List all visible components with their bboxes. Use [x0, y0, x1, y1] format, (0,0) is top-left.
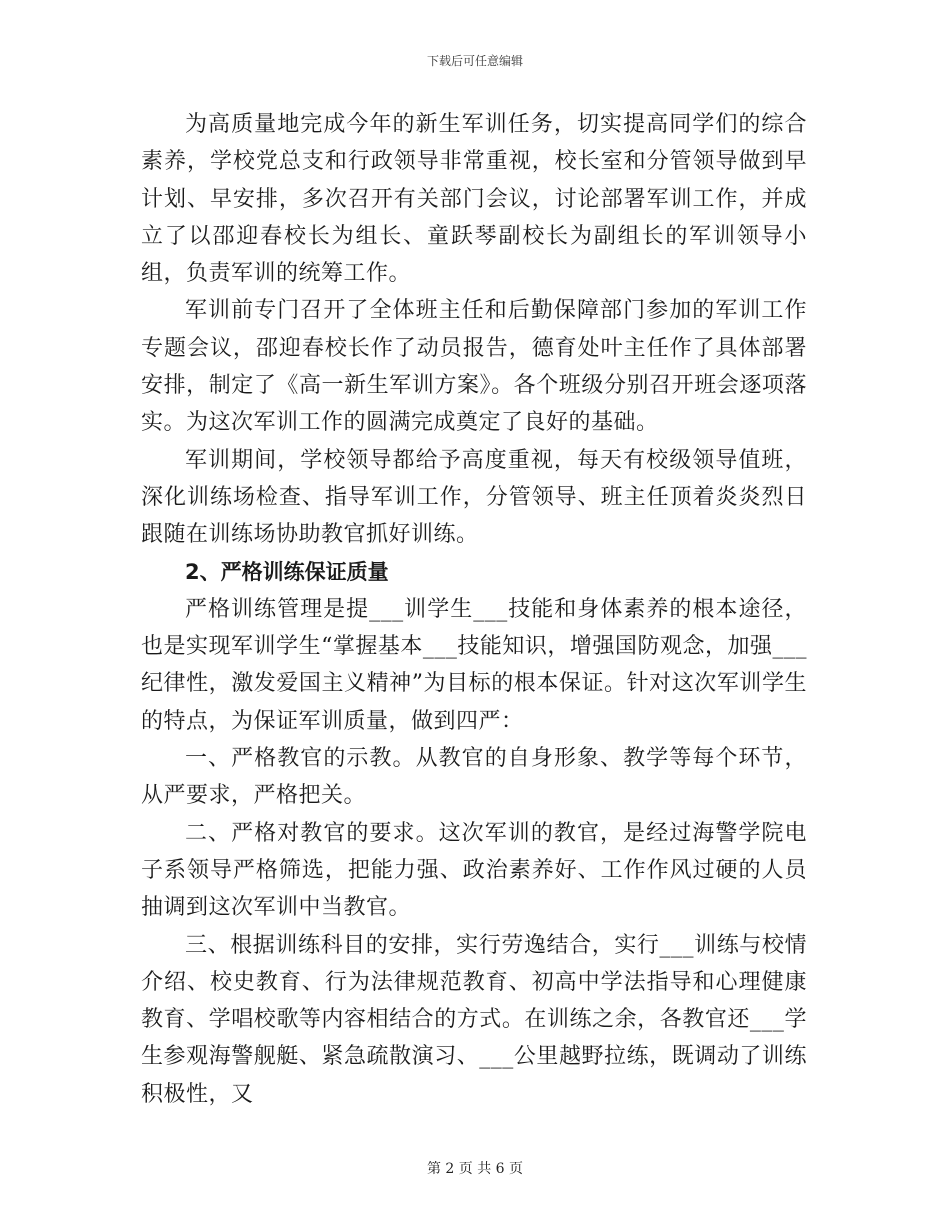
document-body [141, 106, 807, 1113]
page-header-note: 下载后可任意编辑 [426, 54, 523, 68]
paragraph-training-goal: 为高质量地完成今年的新生军训任务，切实提高同学们的综合素养，学校党总支和行政领导非常重视，校长室和分管领导做到早计划、早安排，多次召开有关部门会议，讨论部署军训工作，并成立了以邵迎春校长为组长、童跃琴副校长为副组长的军训领导小组，负责军训的统筹工作。 [141, 112, 807, 287]
page-number-footer: 第 2 页 共 6 页 [426, 1161, 524, 1177]
paragraph-rule-one: 一、严格教官的示教。从教官的自身形象、教学等每个环节，从严要求，严格把关。 [141, 746, 807, 809]
paragraph-during-training: 军训期间，学校领导都给予高度重视，每天有校级领导值班，深化训练场检查、指导军训工作，分管领导、班主任顶着炎炎烈日跟随在训练场协助教官抓好训练。 [141, 447, 807, 548]
paragraph-strict-training: 严格训练管理是提___训学生___技能和身体素养的根本途径，也是实现军训学生“掌握基本___技能知识，增强国防观念，加强___纪律性，激发爱国主义精神”为目标的根本保证。针对这次军训学生的特点，为保证军训质量，做到四严： [141, 596, 807, 734]
paragraph-pre-training-meeting: 军训前专门召开了全体班主任和后勤保障部门参加的军训工作专题会议，邵迎春校长作了动员报告，德育处叶主任作了具体部署安排，制定了《高一新生军训方案》。各个班级分别召开班会逐项落实。为这次军训工作的圆满完成奠定了良好的基础。 [141, 298, 807, 436]
section-heading: 2、严格训练保证质量 [185, 559, 389, 584]
paragraph-rule-two: 二、严格对教官的要求。这次军训的教官，是经过海警学院电子系领导严格筛选，把能力强、政治素养好、工作作风过硬的人员抽调到这次军训中当教官。 [141, 820, 807, 921]
paragraph-rule-three: 三、根据训练科目的安排，实行劳逸结合，实行___训练与校情介绍、校史教育、行为法律规范教育、初高中学法指导和心理健康教育、学唱校歌等内容相结合的方式。在训练之余，各教官还___学生参观海警舰艇、紧急疏散演习、___公里越野拉练，既调动了训练积极性，又 [141, 932, 807, 1107]
